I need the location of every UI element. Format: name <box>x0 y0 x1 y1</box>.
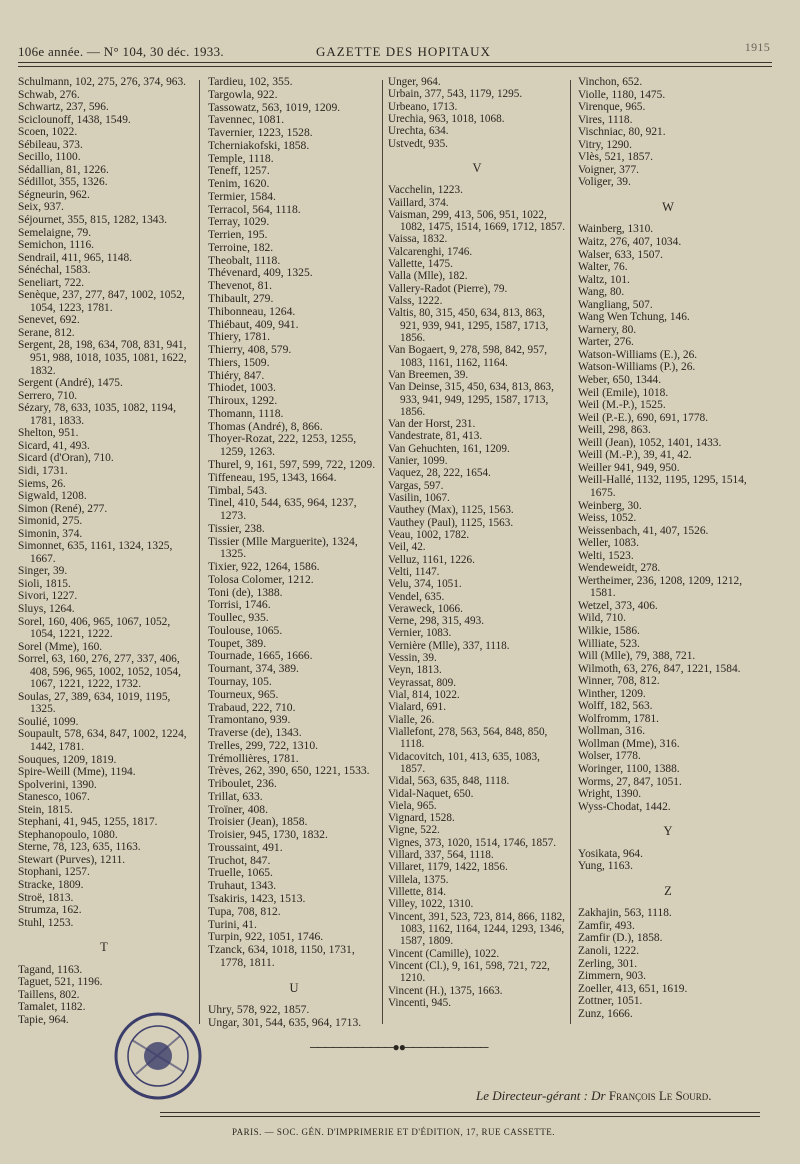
index-entry: Serane, 812. <box>18 326 75 339</box>
index-entry: Welti, 1523. <box>578 549 634 562</box>
header-rule-thin <box>18 66 772 67</box>
index-entry: Vauthey (Max), 1125, 1563. <box>388 504 514 517</box>
index-entry: Semelaigne, 79. <box>18 226 92 239</box>
index-entry: Waitz, 276, 407, 1034. <box>578 236 682 249</box>
index-entry: Trelles, 299, 722, 1310. <box>208 738 319 752</box>
library-stamp-seal <box>112 1010 204 1102</box>
index-entry: Vlès, 521, 1857. <box>578 151 653 164</box>
index-entry: Sicard, 41, 493. <box>18 439 90 452</box>
index-entry: Van Deinse, 315, 450, 634, 813, 863, 933, 941, 949, 1295, 1587, 1713, 1856. <box>388 381 554 418</box>
index-entry: Warnery, 80. <box>578 323 637 336</box>
index-entry: Virenque, 965. <box>578 101 646 114</box>
index-entry: Turpin, 922, 1051, 1746. <box>208 930 324 944</box>
index-entry: Secillo, 1100. <box>18 151 81 164</box>
index-entry: Timbal, 543. <box>208 483 268 497</box>
index-entry: Seix, 937. <box>18 201 64 214</box>
index-entry: Uhry, 578, 922, 1857. <box>208 1003 310 1017</box>
index-entry: Troisier (Jean), 1858. <box>208 815 308 829</box>
index-entry: Tramontano, 939. <box>208 713 291 727</box>
index-entry: Valcarenghi, 1746. <box>388 245 473 258</box>
index-entry: Senevet, 692. <box>18 314 80 327</box>
index-entry: Terracol, 564, 1118. <box>208 202 301 216</box>
index-entry: Stuhl, 1253. <box>18 916 74 929</box>
index-entry: Stein, 1815. <box>18 803 73 816</box>
index-entry: Urechta, 634. <box>388 125 449 138</box>
index-entry: Thomann, 1118. <box>208 406 284 420</box>
section-letter: Y <box>663 824 673 839</box>
index-entry: Wang Wen Tchung, 146. <box>578 311 690 324</box>
index-entry: Terroine, 182. <box>208 240 274 254</box>
index-entry: Vincent (H.), 1375, 1663. <box>388 984 503 997</box>
index-entry: Sterne, 78, 123, 635, 1163. <box>18 841 141 854</box>
index-entry: Simonnet, 635, 1161, 1324, 1325, 1667. <box>18 540 173 565</box>
index-entry: Walser, 633, 1507. <box>578 248 663 261</box>
column-divider <box>382 80 383 1024</box>
index-entry: Toupet, 389. <box>208 636 267 650</box>
index-entry: Stracke, 1809. <box>18 879 84 891</box>
index-entry: Tissier (Mlle Marguerite), 1324, 1325. <box>208 534 358 561</box>
index-column-4 <box>578 76 758 1020</box>
index-entry: Wertheimer, 236, 1208, 1209, 1212, 1581. <box>578 574 743 600</box>
index-entry: Vincenti, 945. <box>388 996 452 1009</box>
index-entry: Urechia, 963, 1018, 1068. <box>388 112 505 125</box>
index-entry: Simon (René), 277. <box>18 502 108 515</box>
index-entry: Wild, 710. <box>578 612 626 625</box>
index-entry: Weiss, 1052. <box>578 512 637 525</box>
index-entry: Vernière (Mlle), 337, 1118. <box>388 639 510 652</box>
section-letter: U <box>289 980 299 995</box>
index-entry: Targowla, 922. <box>208 87 278 101</box>
index-entry: Strumza, 162. <box>18 904 82 917</box>
index-entry: Weller, 1083. <box>578 537 639 550</box>
index-entry: Sigwald, 1208. <box>18 490 87 503</box>
index-entry: Vignard, 1528. <box>388 812 455 825</box>
index-entry: Vandestrate, 81, 413. <box>388 430 483 443</box>
index-entry: Ustvedt, 935. <box>388 137 448 150</box>
index-entry: Zanoli, 1222. <box>578 945 640 957</box>
index-entry: Sioli, 1815. <box>18 577 71 590</box>
index-entry: Van Bogaert, 9, 278, 598, 842, 957, 1083, 1161, 1162, 1164. <box>388 344 548 369</box>
index-entry: Stroë, 1813. <box>18 891 74 904</box>
index-entry: Velluz, 1161, 1226. <box>388 553 475 566</box>
index-entry: Winther, 1209. <box>578 687 646 700</box>
index-entry: Souques, 1209, 1819. <box>18 753 117 766</box>
index-entry: Sivori, 1227. <box>18 590 78 603</box>
index-entry: Will (Mlle), 79, 388, 721. <box>578 650 696 663</box>
index-entry: Veau, 1002, 1782. <box>388 528 470 541</box>
index-entry: Spire-Weill (Mme), 1194. <box>18 766 136 779</box>
index-entry: Zakhajin, 563, 1118. <box>578 907 672 920</box>
index-entry: Schwartz, 237, 596. <box>18 101 109 114</box>
index-entry: Wilkie, 1586. <box>578 624 640 637</box>
index-entry: Truhaut, 1343. <box>208 879 277 893</box>
index-entry: Troussaint, 491. <box>208 840 283 854</box>
index-entry: Van der Horst, 231. <box>388 418 476 431</box>
index-entry: Vignes, 373, 1020, 1514, 1746, 1857. <box>388 836 557 849</box>
index-entry: Veyrassat, 809. <box>388 676 457 689</box>
index-entry: Vacchelin, 1223. <box>388 184 463 197</box>
index-entry: Walter, 76. <box>578 261 628 274</box>
index-entry: Shelton, 951. <box>18 427 79 440</box>
index-entry: Sciclounoff, 1438, 1549. <box>18 113 131 126</box>
index-entry: Vallery-Radot (Pierre), 79. <box>388 282 508 295</box>
index-entry: Senèque, 237, 277, 847, 1002, 1052, 1054, 1223, 1781. <box>18 289 185 314</box>
index-entry: Triboulet, 236. <box>208 777 277 791</box>
index-entry: Yung, 1163. <box>578 860 633 873</box>
index-entry: Yosikata, 964. <box>578 847 643 860</box>
index-entry: Vial, 814, 1022. <box>388 689 460 701</box>
index-entry: Voliger, 39. <box>578 176 631 189</box>
index-entry: Vaquez, 28, 222, 1654. <box>388 467 491 480</box>
index-entry: Soulié, 1099. <box>18 715 79 728</box>
index-entry: Tzanck, 634, 1018, 1150, 1731, 1778, 1811. <box>208 943 355 969</box>
index-entry: Violle, 1180, 1475. <box>578 88 666 101</box>
index-entry: Séjournet, 355, 815, 1282, 1343. <box>18 214 168 227</box>
index-entry: Spolverini, 1390. <box>18 778 97 791</box>
index-entry: Serrero, 710. <box>18 389 78 402</box>
index-entry: Weil (P.-E.), 690, 691, 1778. <box>578 411 709 424</box>
index-entry: Stephani, 41, 945, 1255, 1817. <box>18 816 158 829</box>
index-entry: Zamfir, 493. <box>578 919 635 932</box>
index-entry: Vincent (Cl.), 9, 161, 598, 721, 722, 1210. <box>388 959 550 985</box>
index-entry: Thibonneau, 1264. <box>208 304 296 318</box>
index-entry: Vidal-Naquet, 650. <box>388 787 474 800</box>
index-entry: Vaillard, 374. <box>388 196 449 209</box>
index-entry: Villey, 1022, 1310. <box>388 898 474 911</box>
printer-imprint: PARIS. — SOC. GÉN. D'IMPRIMERIE ET D'ÉDITION, 17, RUE CASSETTE. <box>232 1127 556 1137</box>
index-entry: Tissier, 238. <box>208 521 265 535</box>
index-entry: Wollman (Mme), 316. <box>578 737 680 750</box>
index-entry: Weill (Jean), 1052, 1401, 1433. <box>578 436 722 449</box>
index-entry: Vallette, 1475. <box>388 258 453 271</box>
index-column-1 <box>18 76 190 1026</box>
index-entry: Viallefont, 278, 563, 564, 848, 850, 1118. <box>388 725 548 751</box>
journal-title: GAZETTE DES HOPITAUX <box>316 44 491 59</box>
index-entry: Traverse (de), 1343. <box>208 726 302 740</box>
index-entry: Seneliart, 722. <box>18 276 85 289</box>
index-entry: Ungar, 301, 544, 635, 964, 1713. <box>208 1016 362 1030</box>
index-entry: Villette, 814. <box>388 886 447 898</box>
index-entry: Thevenot, 81. <box>208 279 273 293</box>
index-entry: Soupault, 578, 634, 847, 1002, 1224, 1442, 1781. <box>18 728 187 753</box>
index-entry: Wetzel, 373, 406. <box>578 599 658 612</box>
index-entry: Sicard (d'Oran), 710. <box>18 452 114 465</box>
index-entry: Tupa, 708, 812. <box>208 904 281 918</box>
index-entry: Vauthey (Paul), 1125, 1563. <box>388 516 514 529</box>
index-entry: Vanier, 1099. <box>388 455 448 468</box>
index-entry: Waltz, 101. <box>578 273 630 286</box>
index-entry: Schulmann, 102, 275, 276, 374, 963. <box>18 76 187 88</box>
index-entry: Semichon, 1116. <box>18 239 95 252</box>
index-entry: Singer, 39. <box>18 565 68 578</box>
index-entry: Thiers, 1509. <box>208 355 270 369</box>
index-entry: Winner, 708, 812. <box>578 675 660 688</box>
index-entry: Troïner, 408. <box>208 802 268 816</box>
index-entry: Tournant, 374, 389. <box>208 662 299 676</box>
index-entry: Sorel (Mme), 160. <box>18 640 103 653</box>
index-entry: Veil, 42. <box>388 541 426 554</box>
running-header <box>18 40 770 60</box>
index-entry: Zoeller, 413, 651, 1619. <box>578 982 688 995</box>
page-number: 1915 <box>744 40 770 54</box>
index-entry: Watson-Williams (P.), 26. <box>578 361 696 374</box>
section-letter: W <box>662 199 674 214</box>
index-entry: Stewart (Purves), 1211. <box>18 853 126 866</box>
index-entry: Valla (Mlle), 182. <box>388 270 468 283</box>
index-entry: Thibault, 279. <box>208 292 274 306</box>
index-entry: Vaissa, 1832. <box>388 233 448 246</box>
index-entry: Van Breemen, 39. <box>388 368 469 381</box>
index-entry: Truchot, 847. <box>208 853 271 867</box>
index-entry: Vires, 1118. <box>578 113 633 126</box>
index-entry: Voigner, 377. <box>578 163 640 176</box>
index-entry: Taillens, 802. <box>18 988 80 1001</box>
index-entry: Urbeano, 1713. <box>388 100 458 113</box>
index-entry: Sergent, 28, 198, 634, 708, 831, 941, 951, 988, 1018, 1035, 1081, 1622, 1832. <box>18 339 187 377</box>
index-entry: Vincent, 391, 523, 723, 814, 866, 1182, 1083, 1162, 1164, 1244, 1293, 1346, 1587, 1809. <box>388 910 565 948</box>
index-entry: Weil (M.-P.), 1525. <box>578 399 666 412</box>
index-entry: Toulouse, 1065. <box>208 623 283 637</box>
index-entry: Sébileau, 373. <box>18 138 83 151</box>
index-entry: Watson-Williams (E.), 26. <box>578 348 698 361</box>
index-entry: Sluys, 1264. <box>18 602 75 615</box>
index-entry: Sédallian, 81, 1226. <box>18 163 109 176</box>
index-entry: Tardieu, 102, 355. <box>208 75 293 88</box>
column-divider <box>199 80 200 1024</box>
header-rule <box>18 62 772 63</box>
index-entry: Sorel, 160, 406, 965, 1067, 1052, 1054, 1221, 1222. <box>18 615 171 641</box>
index-entry: Tamalet, 1182. <box>18 1001 86 1014</box>
footer-rule-thin <box>160 1116 760 1117</box>
index-entry: Wollman, 316. <box>578 725 646 738</box>
index-entry: Tcherniakofski, 1858. <box>208 138 310 152</box>
index-entry: Wang, 80. <box>578 286 625 299</box>
index-entry: Vincent (Camille), 1022. <box>388 947 500 960</box>
index-entry: Vernier, 1083. <box>388 627 452 640</box>
index-entry: Velu, 374, 1051. <box>388 578 462 591</box>
index-entry: Villard, 337, 564, 1118. <box>388 849 494 862</box>
index-entry: Trabaud, 222, 710. <box>208 700 296 714</box>
index-entry: Williate, 523. <box>578 637 640 650</box>
index-entry: Theobalt, 1118. <box>208 253 281 267</box>
ornamental-rule: ───────────●●─────────── <box>310 1040 488 1054</box>
index-entry: Simonin, 374. <box>18 527 83 540</box>
index-column-2 <box>208 76 380 1030</box>
index-entry: Zamfir (D.), 1858. <box>578 932 663 945</box>
index-entry: Unger, 964. <box>388 76 441 88</box>
index-entry: Thévenard, 409, 1325. <box>208 266 313 280</box>
index-entry: Vigne, 522. <box>388 824 440 837</box>
index-entry: Thiroux, 1292. <box>208 394 278 408</box>
index-entry: Vinchon, 652. <box>578 76 643 88</box>
index-entry: Sergent (André), 1475. <box>18 377 123 390</box>
index-entry: Tournay, 105. <box>208 674 272 688</box>
index-entry: Tixier, 922, 1264, 1586. <box>208 560 320 574</box>
index-entry: Wilmoth, 63, 276, 847, 1221, 1584. <box>578 662 741 675</box>
director-signature <box>476 1088 712 1104</box>
index-entry: Viela, 965. <box>388 799 437 812</box>
index-entry: Schwab, 276. <box>18 88 80 101</box>
index-entry: Wainberg, 1310. <box>578 223 654 236</box>
index-entry: Woringer, 1100, 1388. <box>578 762 680 775</box>
director-label: Le Directeur-gérant : Dr <box>476 1088 606 1103</box>
index-entry: Zerling, 301. <box>578 957 638 970</box>
index-entry: Temple, 1118. <box>208 151 274 165</box>
index-entry: Weill, 298, 863. <box>578 424 651 437</box>
index-entry: Troisier, 945, 1730, 1832. <box>208 828 328 842</box>
index-entry: Scoen, 1022. <box>18 126 78 139</box>
index-entry: Valtis, 80, 315, 450, 634, 813, 863, 921, 939, 941, 1295, 1587, 1713, 1856. <box>388 307 549 344</box>
index-entry: Wangliang, 507. <box>578 298 653 311</box>
index-entry: Turini, 41. <box>208 917 257 931</box>
index-entry: Vasilin, 1067. <box>388 492 450 504</box>
index-entry: Vidal, 563, 635, 848, 1118. <box>388 775 510 788</box>
index-entry: Van Gehuchten, 161, 1209. <box>388 442 510 455</box>
index-entry: Thierry, 408, 579. <box>208 343 292 357</box>
index-entry: Wolfromm, 1781. <box>578 712 660 725</box>
index-entry: Villela, 1375. <box>388 873 449 886</box>
index-entry: Weil (Emile), 1018. <box>578 386 669 399</box>
index-entry: Trillat, 633. <box>208 789 263 803</box>
index-entry: Valss, 1222. <box>388 295 443 307</box>
index-entry: Soulas, 27, 389, 634, 1019, 1195, 1325. <box>18 690 171 716</box>
index-entry: Vitry, 1290. <box>578 138 632 151</box>
index-entry: Thomas (André), 8, 866. <box>208 419 323 433</box>
index-entry: Vialle, 26. <box>388 713 435 726</box>
index-entry: Weinberg, 30. <box>578 499 642 512</box>
index-entry: Thiéry, 847. <box>208 368 265 382</box>
index-entry: Sédillot, 355, 1326. <box>18 176 108 189</box>
index-entry: Toni (de), 1388. <box>208 585 283 599</box>
index-entry: Terray, 1029. <box>208 215 270 229</box>
index-entry: Zottner, 1051. <box>578 995 643 1008</box>
section-letter: Z <box>664 883 672 898</box>
index-entry: Weissenbach, 41, 407, 1526. <box>578 524 709 537</box>
index-entry: Wendeweidt, 278. <box>578 562 661 575</box>
column-divider <box>570 80 571 1024</box>
index-entry: Tagand, 1163. <box>18 963 83 976</box>
index-entry: Vessin, 39. <box>388 652 437 665</box>
index-entry: Stephanopoulo, 1080. <box>18 828 118 841</box>
index-entry: Terrien, 195. <box>208 228 268 242</box>
index-entry: Wolff, 182, 563. <box>578 700 653 713</box>
section-letter: V <box>472 160 482 175</box>
index-entry: Thiébaut, 409, 941. <box>208 317 299 331</box>
index-entry: Vendel, 635. <box>388 590 445 603</box>
index-entry: Vaisman, 299, 413, 506, 951, 1022, 1082, 1475, 1514, 1669, 1712, 1857. <box>388 208 566 234</box>
index-entry: Veyn, 1813. <box>388 664 442 677</box>
index-entry: Torrisi, 1746. <box>208 598 271 612</box>
index-entry: Sorrel, 63, 160, 276, 277, 337, 406, 408, 596, 965, 1002, 1052, 1054, 1067, 1221, 1222, 1732. <box>18 653 181 691</box>
index-entry: Weill (M.-P.), 39, 41, 42. <box>578 449 692 462</box>
index-entry: Teneff, 1257. <box>208 164 270 178</box>
index-entry: Velti, 1147. <box>388 565 440 578</box>
index-entry: Worms, 27, 847, 1051. <box>578 775 682 788</box>
index-entry: Thurel, 9, 161, 597, 599, 722, 1209. <box>208 457 376 471</box>
index-entry: Taguet, 521, 1196. <box>18 976 103 989</box>
index-entry: Toullec, 935. <box>208 611 269 625</box>
director-name: François Le Sourd. <box>608 1088 712 1103</box>
index-entry: Truelle, 1065. <box>208 866 273 880</box>
index-entry: Tassowatz, 563, 1019, 1209. <box>208 100 341 114</box>
index-entry: Villaret, 1179, 1422, 1856. <box>388 861 508 874</box>
index-entry: Zimmern, 903. <box>578 970 647 983</box>
index-entry: Warter, 276. <box>578 336 634 349</box>
index-entry: Sénéchal, 1583. <box>18 264 91 277</box>
index-entry: Thiery, 1781. <box>208 330 271 344</box>
issue-line: 106e année. — N° 104, 30 déc. 1933. <box>18 44 224 59</box>
index-entry: Trémollières, 1781. <box>208 751 299 765</box>
index-entry: Tenim, 1620. <box>208 177 270 191</box>
index-entry: Wyss-Chodat, 1442. <box>578 800 671 813</box>
index-entry: Sidi, 1731. <box>18 464 68 477</box>
index-entry: Stanesco, 1067. <box>18 791 90 804</box>
index-entry: Thiodet, 1003. <box>208 381 276 395</box>
index-entry: Verne, 298, 315, 493. <box>388 615 485 628</box>
index-entry: Vialard, 691. <box>388 701 447 714</box>
index-entry: Simonid, 275. <box>18 515 83 528</box>
index-column-3 <box>388 76 566 1009</box>
index-entry: Tapie, 964. <box>18 1013 69 1026</box>
index-entry: Tavennec, 1081. <box>208 113 285 127</box>
index-entry: Thoyer-Rozat, 222, 1253, 1255, 1259, 1263. <box>208 432 357 459</box>
index-entry: Tinel, 410, 544, 635, 964, 1237, 1273. <box>208 496 357 523</box>
index-entry: Vargas, 597. <box>388 479 444 492</box>
index-entry: Veraweck, 1066. <box>388 602 463 615</box>
index-entry: Trèves, 262, 390, 650, 1221, 1533. <box>208 764 370 778</box>
footer-rule <box>160 1112 760 1113</box>
index-entry: Zunz, 1666. <box>578 1007 633 1020</box>
index-entry: Tournade, 1665, 1666. <box>208 649 313 663</box>
index-entry: Sézary, 78, 633, 1035, 1082, 1194, 1781, 1833. <box>18 402 176 427</box>
index-entry: Siems, 26. <box>18 477 66 490</box>
index-entry: Tsakiris, 1423, 1513. <box>208 892 306 905</box>
index-entry: Vischniac, 80, 921. <box>578 126 666 139</box>
index-entry: Stophani, 1257. <box>18 866 90 879</box>
index-entry: Urbain, 377, 543, 1179, 1295. <box>388 88 523 101</box>
index-entry: Ségneurin, 962. <box>18 188 90 201</box>
index-entry: Weiller 941, 949, 950. <box>578 461 680 474</box>
index-entry: Tavernier, 1223, 1528. <box>208 126 313 140</box>
index-entry: Sendrail, 411, 965, 1148. <box>18 251 133 264</box>
index-entry: Vidacovitch, 101, 413, 635, 1083, 1857. <box>388 750 540 775</box>
section-letter: T <box>100 940 108 955</box>
index-entry: Weill-Hallé, 1132, 1195, 1295, 1514, 1675. <box>578 474 747 499</box>
index-entry: Wolser, 1778. <box>578 750 641 763</box>
index-entry: Tiffeneau, 195, 1343, 1664. <box>208 470 337 484</box>
index-entry: Wright, 1390. <box>578 788 642 801</box>
index-entry: Weber, 650, 1344. <box>578 374 662 387</box>
index-entry: Tourneux, 965. <box>208 687 279 701</box>
index-entry: Termier, 1584. <box>208 189 276 203</box>
index-entry: Tolosa Colomer, 1212. <box>208 572 314 586</box>
